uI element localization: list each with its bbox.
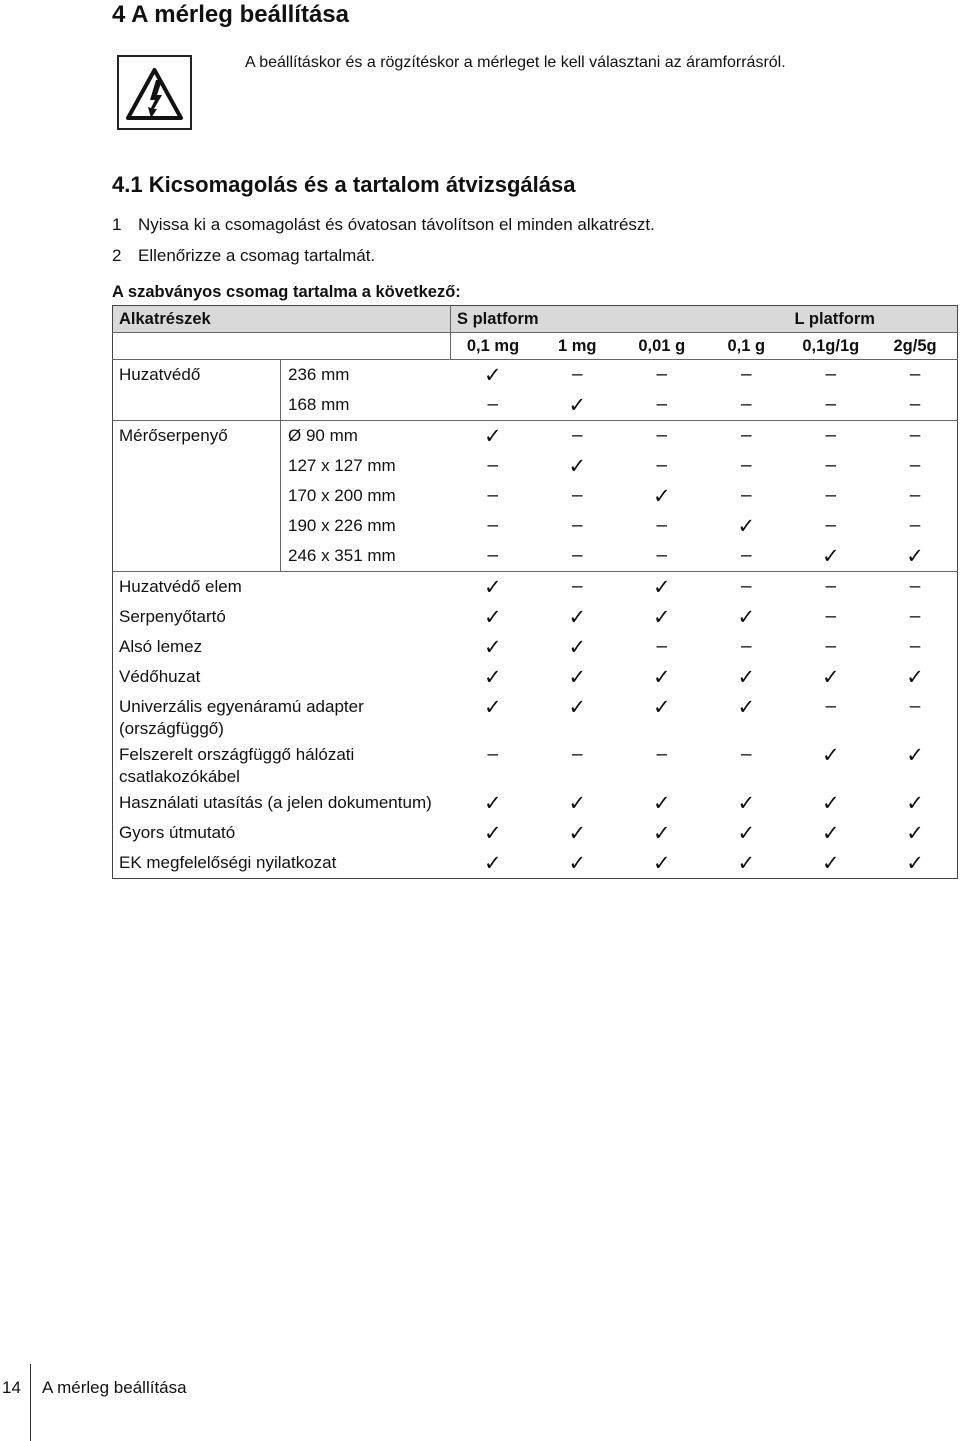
table-row	[113, 788, 958, 818]
dash-cell: –	[873, 421, 958, 452]
dash-cell: –	[656, 455, 668, 476]
dash-cell: –	[909, 394, 921, 415]
dash-cell: –	[825, 485, 837, 506]
part-size-cell: 190 x 226 mm	[288, 516, 396, 535]
dash-cell: –	[487, 744, 499, 765]
dash-cell: –	[487, 455, 499, 476]
table-row	[113, 662, 958, 692]
table-row	[113, 848, 958, 879]
package-contents-table	[112, 305, 958, 879]
check-mark-cell: ✓	[451, 421, 536, 452]
column-header: 2g/5g	[893, 337, 937, 355]
part-name-cell: Serpenyőtartó	[119, 607, 226, 626]
check-mark-cell: ✓	[568, 635, 587, 659]
dash-cell: –	[740, 545, 752, 566]
dash-cell: –	[656, 394, 668, 415]
check-mark-cell: ✓	[906, 791, 924, 815]
check-mark-cell: ✓	[737, 851, 756, 875]
dash-cell: –	[909, 515, 921, 536]
part-name-cell: Huzatvédő elem	[113, 572, 451, 603]
check-mark-cell: ✓	[652, 695, 671, 719]
dash-cell: –	[825, 394, 837, 415]
check-mark-cell: ✓	[652, 821, 671, 845]
check-mark-cell: ✓	[568, 821, 587, 845]
table-row	[113, 572, 958, 603]
table-row	[113, 692, 958, 740]
table-row	[113, 818, 958, 848]
part-name-cell: Mérőserpenyő	[113, 421, 281, 452]
dash-cell: –	[704, 572, 789, 603]
dash-cell: –	[825, 455, 837, 476]
check-mark-cell: ✓	[737, 821, 756, 845]
check-mark-cell: ✓	[483, 635, 502, 659]
dash-cell: –	[535, 572, 620, 603]
dash-cell: –	[656, 515, 668, 536]
table-row	[113, 740, 958, 788]
electrical-hazard-icon	[119, 57, 190, 128]
check-mark-cell: ✓	[821, 665, 840, 689]
check-mark-cell: ✓	[737, 695, 756, 719]
check-mark-cell: ✓	[906, 821, 924, 845]
dash-cell: –	[656, 744, 668, 765]
check-mark-cell: ✓	[906, 851, 924, 875]
check-mark-cell: ✓	[483, 851, 502, 875]
part-size-cell: Ø 90 mm	[281, 421, 451, 452]
column-header: 0,1g/1g	[802, 337, 860, 355]
part-size-cell: 170 x 200 mm	[288, 486, 396, 505]
dash-cell: –	[909, 455, 921, 476]
table-row	[113, 602, 958, 632]
dash-cell: –	[487, 545, 499, 566]
check-mark-cell: ✓	[483, 665, 502, 689]
dash-cell: –	[535, 421, 620, 452]
dash-cell: –	[571, 744, 583, 765]
column-header: 0,01 g	[638, 337, 686, 355]
table-row	[113, 511, 958, 541]
dash-cell: –	[909, 364, 921, 385]
step-text: Nyissa ki a csomagolást és óvatosan távolítson el minden alkatrészt.	[138, 215, 655, 234]
check-mark-cell: ✓	[568, 791, 587, 815]
part-name-cell: EK megfelelőségi nyilatkozat	[119, 853, 337, 872]
dash-cell: –	[909, 696, 921, 717]
dash-cell: –	[740, 744, 752, 765]
dash-cell: –	[487, 394, 499, 415]
table-head	[113, 306, 958, 360]
dash-cell: –	[909, 485, 921, 506]
check-mark-cell: ✓	[737, 665, 756, 689]
part-size-cell: 236 mm	[288, 365, 350, 384]
platform-header-row	[113, 306, 958, 333]
part-name-cell	[113, 481, 281, 511]
check-mark-cell: ✓	[737, 605, 756, 629]
table-body	[113, 360, 958, 879]
section-heading: 4.1 Kicsomagolás és a tartalom átvizsgálása	[112, 172, 576, 197]
dash-cell: –	[909, 606, 921, 627]
check-mark-cell: ✓	[821, 821, 840, 845]
step-item	[112, 214, 655, 236]
table-row	[113, 421, 958, 452]
dash-cell: –	[571, 515, 583, 536]
part-size-cell: 246 x 351 mm	[288, 546, 396, 565]
s-platform-header: S platform	[451, 306, 789, 333]
check-mark-cell: ✓	[652, 605, 671, 629]
part-name-cell: Védőhuzat	[119, 667, 201, 686]
footer-divider	[30, 1364, 31, 1441]
check-mark-cell: ✓	[652, 791, 671, 815]
part-name-cell	[113, 451, 281, 481]
part-name-cell: Huzatvédő	[113, 360, 281, 391]
check-mark-cell: ✓	[568, 454, 587, 478]
check-mark-cell: ✓	[483, 695, 502, 719]
l-platform-header: L platform	[789, 306, 958, 333]
dash-cell: –	[825, 696, 837, 717]
dash-cell: –	[656, 364, 668, 385]
part-size-cell: 168 mm	[288, 395, 350, 414]
check-mark-cell: ✓	[568, 665, 587, 689]
part-name-cell: Felszerelt országfüggő hálózati csatlakozókábel	[119, 745, 355, 786]
dash-cell: –	[825, 515, 837, 536]
page-number: 14	[2, 1378, 21, 1397]
table-row	[113, 390, 958, 421]
check-mark-cell: ✓	[483, 791, 502, 815]
check-mark-cell: ✓	[906, 665, 924, 689]
dash-cell: –	[740, 394, 752, 415]
part-name-cell: Alsó lemez	[119, 637, 203, 656]
dash-cell: –	[740, 455, 752, 476]
table-row	[113, 541, 958, 572]
check-mark-cell: ✓	[652, 665, 671, 689]
part-name-cell	[113, 511, 281, 541]
dash-cell: –	[487, 485, 499, 506]
parts-header: Alkatrészek	[113, 306, 451, 333]
check-mark-cell: ✓	[906, 743, 924, 767]
table-row	[113, 632, 958, 662]
check-mark-cell: ✓	[652, 851, 671, 875]
dash-cell: –	[825, 636, 837, 657]
table-caption: A szabványos csomag tartalma a következő:	[112, 283, 461, 301]
check-mark-cell: ✓	[568, 851, 587, 875]
step-item	[112, 245, 375, 267]
check-mark-cell: ✓	[821, 791, 840, 815]
dash-cell: –	[789, 572, 874, 603]
warning-box	[117, 55, 192, 130]
warning-text: A beállításkor és a rögzítéskor a mérleget le kell választani az áramforrásról.	[245, 54, 786, 71]
check-mark-cell: ✓	[906, 544, 924, 568]
dash-cell: –	[825, 364, 837, 385]
table-row	[113, 360, 958, 391]
part-name-cell	[113, 390, 281, 421]
column-header: 1 mg	[558, 337, 597, 355]
dash-cell: –	[873, 572, 958, 603]
part-name-cell	[113, 541, 281, 572]
check-mark-cell: ✓	[483, 605, 502, 629]
dash-cell: –	[789, 421, 874, 452]
part-name-cell: Használati utasítás (a jelen dokumentum)	[119, 793, 432, 812]
check-mark-cell: ✓	[821, 851, 840, 875]
column-header: 0,1 mg	[451, 333, 536, 360]
check-mark-cell: ✓	[451, 572, 536, 603]
step-number: 1	[112, 215, 122, 234]
part-name-cell: Gyors útmutató	[119, 823, 236, 842]
dash-cell: –	[487, 515, 499, 536]
part-size-cell: 127 x 127 mm	[288, 456, 396, 475]
check-mark-cell: ✓	[483, 821, 502, 845]
part-name-cell: Univerzális egyenáramú adapter (országfüggő)	[119, 697, 364, 738]
dash-cell: –	[620, 421, 705, 452]
check-mark-cell: ✓	[568, 695, 587, 719]
footer-section-title: A mérleg beállítása	[42, 1378, 187, 1397]
dash-cell: –	[571, 545, 583, 566]
table-row	[113, 451, 958, 481]
dash-cell: –	[909, 636, 921, 657]
step-text: Ellenőrizze a csomag tartalmát.	[138, 246, 376, 265]
dash-cell: –	[825, 606, 837, 627]
chapter-heading: 4 A mérleg beállítása	[112, 1, 349, 28]
table-row	[113, 481, 958, 511]
readability-header-row	[113, 333, 958, 360]
dash-cell: –	[656, 545, 668, 566]
check-mark-cell: ✓	[737, 791, 756, 815]
check-mark-cell: ✓	[483, 363, 502, 387]
check-mark-cell: ✓	[620, 572, 705, 603]
dash-cell: –	[571, 364, 583, 385]
check-mark-cell: ✓	[821, 743, 840, 767]
step-number: 2	[112, 246, 122, 265]
check-mark-cell: ✓	[821, 544, 840, 568]
dash-cell: –	[740, 636, 752, 657]
column-header-spacer	[113, 333, 451, 360]
dash-cell: –	[656, 636, 668, 657]
check-mark-cell: ✓	[568, 393, 587, 417]
column-header: 0,1 g	[727, 337, 766, 355]
dash-cell: –	[704, 421, 789, 452]
check-mark-cell: ✓	[737, 514, 756, 538]
check-mark-cell: ✓	[568, 605, 587, 629]
dash-cell: –	[740, 364, 752, 385]
dash-cell: –	[740, 485, 752, 506]
check-mark-cell: ✓	[652, 484, 671, 508]
dash-cell: –	[571, 485, 583, 506]
